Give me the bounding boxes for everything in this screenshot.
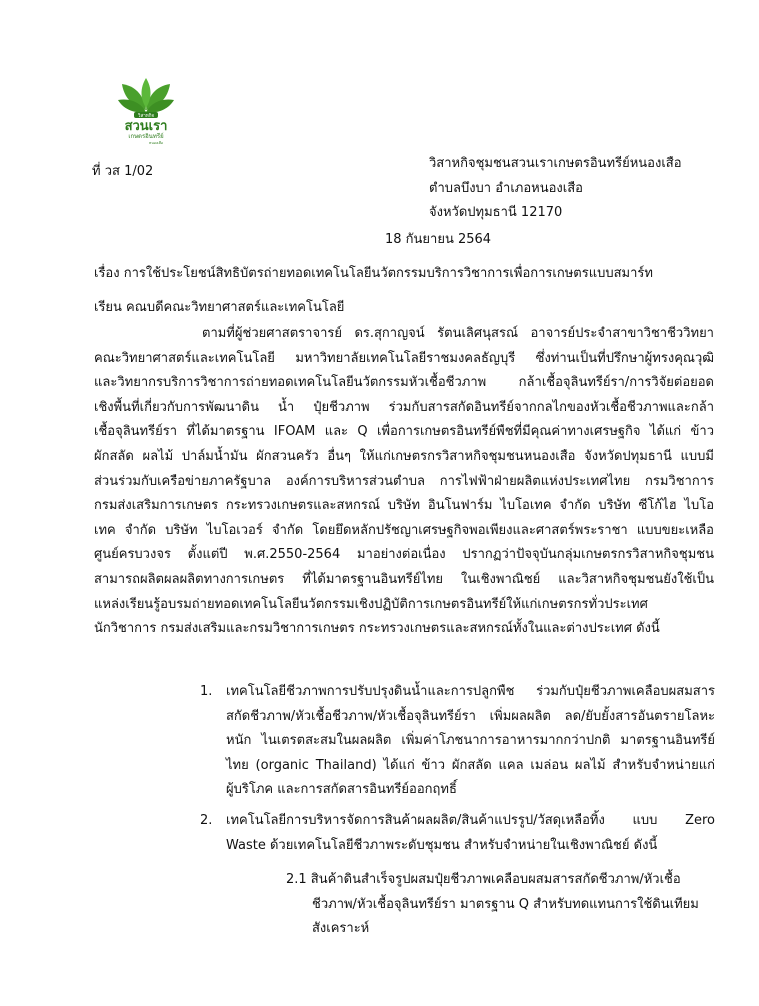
list-item-line: เทคโนโลยีชีวภาพการปรับปรุงดินน้ำและการปลูกพืช ร่วมกับปุ๋ยชีวภาพเคลือบผสมสาร [226, 684, 715, 699]
body-line: คณะวิทยาศาสตร์และเทคโนโลยี มหาวิทยาลัยเทคโนโลยีราชมงคลธัญบุรี ซึ่งท่านเป็นที่ปรึกษาผู้ทรงคุณวุฒิ [94, 350, 714, 366]
sub-item-line: สังเคราะห์ [312, 921, 370, 937]
list-item [200, 680, 715, 803]
list-item-line: สกัดชีวภาพ/หัวเชื้อชีวภาพ/หัวเชื้อจุลินทรีย์รา เพิ่มผลผลิต ลด/ยับยั้งสารอันตรายโลหะ [226, 708, 715, 724]
list-item-line: หนัก ไนเตรตสะสมในผลผลิต เพิ่มค่าโภชนาการอาหารมากกว่าปกติ มาตรฐานอินทรีย์ [226, 733, 715, 749]
sub-list-item [286, 868, 716, 942]
letter-date: 18 กันยายน 2564 [385, 232, 492, 247]
body-line: แหล่งเรียนรู้อบรมถ่ายทอดเทคโนโลยีนวัตกรรมเชิงปฏิบัติการเกษตรอินทรีย์ให้แก่เกษตรกรทั่วประเทศ [94, 596, 648, 612]
letter-subject: เรื่อง การใช้ประโยชน์สิทธิบัตรถ่ายทอดเทคโนโลยีนวัตกรรมบริการวิชาการเพื่อการเกษตรแบบสมาร์ท [94, 266, 653, 281]
body-line: และวิทยากรบริการวิชาการถ่ายทอดเทคโนโลยีนวัตกรรมหัวเชื้อชีวภาพ กล้าเชื้อจุลินทรีย์รา/การวิจัยต่อยอด [94, 375, 714, 391]
sender-line-2: ตำบลบึงบา อำเภอหนองเสือ [429, 180, 583, 196]
body-line: กรมส่งเสริมการเกษตร กระทรวงเกษตรและสหกรณ์ บริษัท อินโนฟาร์ม ไบโอเทค จำกัด บริษัท ซีโก้ไฮ ไบโอ [94, 498, 714, 514]
body-paragraph [94, 322, 714, 642]
organization-logo [110, 74, 182, 146]
body-line: ผักสลัด ผลไม้ ปาล์มน้ำมัน ผักสวนครัว อื่นๆ ให้แก่เกษตรกรวิสาหกิจชุมชนหนองเสือ จังหวัดปทุมธานี แบบมี [94, 448, 714, 464]
body-line: สามารถผลิตผลผลิตทางการเกษตร ที่ได้มาตรฐานอินทรีย์ไทย ในเชิงพาณิชย์ และวิสาหกิจชุมชนยังใช้เป็น [94, 571, 714, 587]
sender-line-3: จังหวัดปทุมธานี 12170 [429, 205, 563, 220]
list-item [200, 809, 715, 858]
document-number: ที่ วส 1/02 [92, 164, 154, 179]
body-line: เชิงพื้นที่เกี่ยวกับการพัฒนาดิน น้ำ ปุ๋ยชีวภาพ ร่วมกับสารสกัดอินทรีย์จากกลไกของหัวเชื้อชีวภาพและกล้า [94, 399, 714, 415]
body-line: เชื้อจุลินทรีย์รา ที่ได้มาตรฐาน IFOAM และ Q เพื่อการเกษตรอินทรีย์พืชที่มีคุณค่าทางเศรษฐกิจ ได้แก่ ข้าว [94, 424, 714, 440]
list-item-number: 2. [200, 812, 213, 828]
sub-item-line: 2.1 สินค้าดินสำเร็จรูปผสมปุ๋ยชีวภาพเคลือบผสมสารสกัดชีวภาพ/หัวเชื้อ [286, 872, 681, 887]
body-line: เทค จำกัด บริษัท ไบโอเวอร์ จำกัด โดยยึดหลักปรัชญาเศรษฐกิจพอเพียงและศาสตร์พระราชา แบบขยะเหลือ [94, 522, 714, 538]
letter-recipient: เรียน คณบดีคณะวิทยาศาสตร์และเทคโนโลยี [94, 300, 345, 315]
list-item-line: ไทย (organic Thailand) ได้แก่ ข้าว ผักสลัด แคล เมล่อน ผลไม้ สำหรับจำหน่ายแก่ [226, 757, 715, 773]
logo-main-text: สวนเรา [124, 119, 168, 134]
body-line: ศูนย์ครบวงจร ตั้งแต่ปี พ.ศ.2550-2564 มาอย่างต่อเนื่อง ปรากฏว่าปัจจุบันกลุ่มเกษตรกรวิสาหกิจชุมชน [94, 547, 714, 563]
body-line: นักวิชาการ กรมส่งเสริมและกรมวิชาการเกษตร กระทรวงเกษตรและสหกรณ์ทั้งในและต่างประเทศ ดังนี้ [94, 621, 660, 637]
leaf-logo-icon [110, 74, 182, 146]
sub-item-line: ชีวภาพ/หัวเชื้อจุลินทรีย์รา มาตรฐาน Q สำหรับทดแทนการใช้ดินเทียม [312, 896, 699, 912]
logo-tiny-text: หนองเสือ [149, 141, 163, 145]
list-item-text [226, 809, 715, 858]
sender-line-1: วิสาหกิจชุมชนสวนเราเกษตรอินทรีย์หนองเสือ [429, 156, 682, 171]
logo-small-text: วิสาหกิจ [137, 114, 155, 119]
list-item-number: 1. [200, 684, 213, 699]
body-line: ตามที่ผู้ช่วยศาสตราจารย์ ดร.สุกาญจน์ รัตนเลิศนุสรณ์ อาจารย์ประจำสาขาวิชาชีววิทยา [202, 326, 714, 341]
list-item-line: Waste ด้วยเทคโนโลยีชีวภาพระดับชุมชน สำหรับจำหน่ายในเชิงพาณิชย์ ดังนี้ [226, 837, 658, 853]
list-item-text [226, 680, 715, 803]
numbered-list [200, 680, 715, 864]
list-item-line: ผู้บริโภค และการสกัดสารอินทรีย์ออกฤทธิ์ [226, 782, 457, 798]
body-line: ส่วนร่วมกับเครือข่ายภาครัฐบาล องค์การบริหารส่วนตำบล การไฟฟ้าฝ่ายผลิตแห่งประเทศไทย กรมวิชาการ [94, 473, 714, 489]
list-item-line: เทคโนโลยีการบริหารจัดการสินค้าผลผลิต/สินค้าแปรรูป/วัสดุเหลือทิ้ง แบบ Zero [226, 812, 715, 828]
logo-sub-text: เกษตรอินทรีย์ [128, 133, 164, 140]
sender-address [429, 152, 682, 226]
